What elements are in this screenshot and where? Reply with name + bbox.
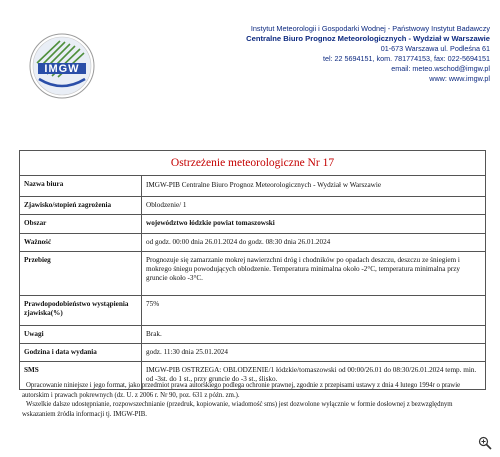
row-value: IMGW-PIB OSTRZEGA: OBLODZENIE/1 łódzkie/tomaszowski od 00:00/26.01 do 08:30/26.01.2024 temp. min. od -3st. do 1 st., przy gruncie do -3 st., ślisko.: [142, 361, 486, 389]
row-value: 75%: [142, 295, 486, 325]
row-label: Nazwa biura: [20, 176, 142, 196]
copyright-note: [22, 381, 484, 419]
zoom-in-icon[interactable]: [478, 436, 492, 450]
table-row: [20, 343, 485, 361]
phone-line: tel: 22 5694151, kom. 781774153, fax: 022-5694151: [322, 54, 490, 63]
institute-name: Instytut Meteorologii i Gospodarki Wodnej - Państwowy Instytut Badawczy: [250, 24, 490, 33]
address-line: 01-673 Warszawa ul. Podleśna 61: [380, 44, 490, 53]
row-label: Zjawisko/stopień zagrożenia: [20, 196, 142, 214]
row-label: Godzina i data wydania: [20, 343, 142, 361]
row-value: Brak.: [142, 325, 486, 343]
note-paragraph: Opracowanie niniejsze i jego format, jako przedmiot prawa autorskiego podlega ochronie prawnej, zgodnie z przepisami ustawy z dnia 4 lutego 1994r o prawie autorskim i prawach pokrewnych (dz. U. z 2006 r. Nr 90, poz. 631 z późn. zm.).: [22, 382, 461, 399]
table-row: [20, 325, 485, 343]
header-contact: [150, 24, 490, 84]
row-label: Przebieg: [20, 251, 142, 295]
row-label: Uwagi: [20, 325, 142, 343]
imgw-logo: [27, 33, 97, 99]
row-value: Prognozuje się zamarzanie mokrej nawierzchni dróg i chodników po opadach deszczu, deszczu ze śniegiem i mokrego śniegu powodujących oblodzenie. Temperatura minimalna około -2°C, temperatura minimalna przy gruncie około -3°C.: [142, 251, 486, 295]
row-value: od godz. 00:00 dnia 26.01.2024 do godz. 08:30 dnia 26.01.2024: [142, 233, 486, 251]
note-paragraph: Wszelkie dalsze udostępnianie, rozpowszechnianie (przedruk, kopiowanie, wiadomość sms) jest dozwolone wyłącznie w formie dosłownej z bezwzględnym wskazaniem źródła informacji tj. IMGW-PIB.: [22, 401, 453, 418]
row-label: Prawdopodobieństwo wystąpienia zjawiska(%): [20, 295, 142, 325]
row-label: SMS: [20, 361, 142, 389]
table-row: [20, 251, 485, 295]
warning-title: Ostrzeżenie meteorologiczne Nr 17: [20, 151, 485, 176]
row-label: Obszar: [20, 214, 142, 233]
table-row: [20, 233, 485, 251]
row-value: województwo łódzkie powiat tomaszowski: [142, 214, 486, 233]
row-value: Oblodzenie/ 1: [142, 196, 486, 214]
row-label: Ważność: [20, 233, 142, 251]
warning-box: [19, 150, 486, 390]
table-row: [20, 176, 485, 196]
row-value: IMGW-PIB Centralne Biuro Prognoz Meteorologicznych - Wydział w Warszawie: [142, 176, 486, 196]
www-line: www: www.imgw.pl: [429, 74, 490, 83]
table-row: [20, 214, 485, 233]
logo-text: IMGW: [44, 63, 80, 75]
warning-table: [20, 176, 485, 389]
table-row: [20, 196, 485, 214]
email-line: email: meteo.wschod@imgw.pl: [391, 64, 490, 73]
row-value: godz. 11:30 dnia 25.01.2024: [142, 343, 486, 361]
table-row: [20, 295, 485, 325]
office-name: Centralne Biuro Prognoz Meteorologicznych - Wydział w Warszawie: [246, 34, 490, 43]
